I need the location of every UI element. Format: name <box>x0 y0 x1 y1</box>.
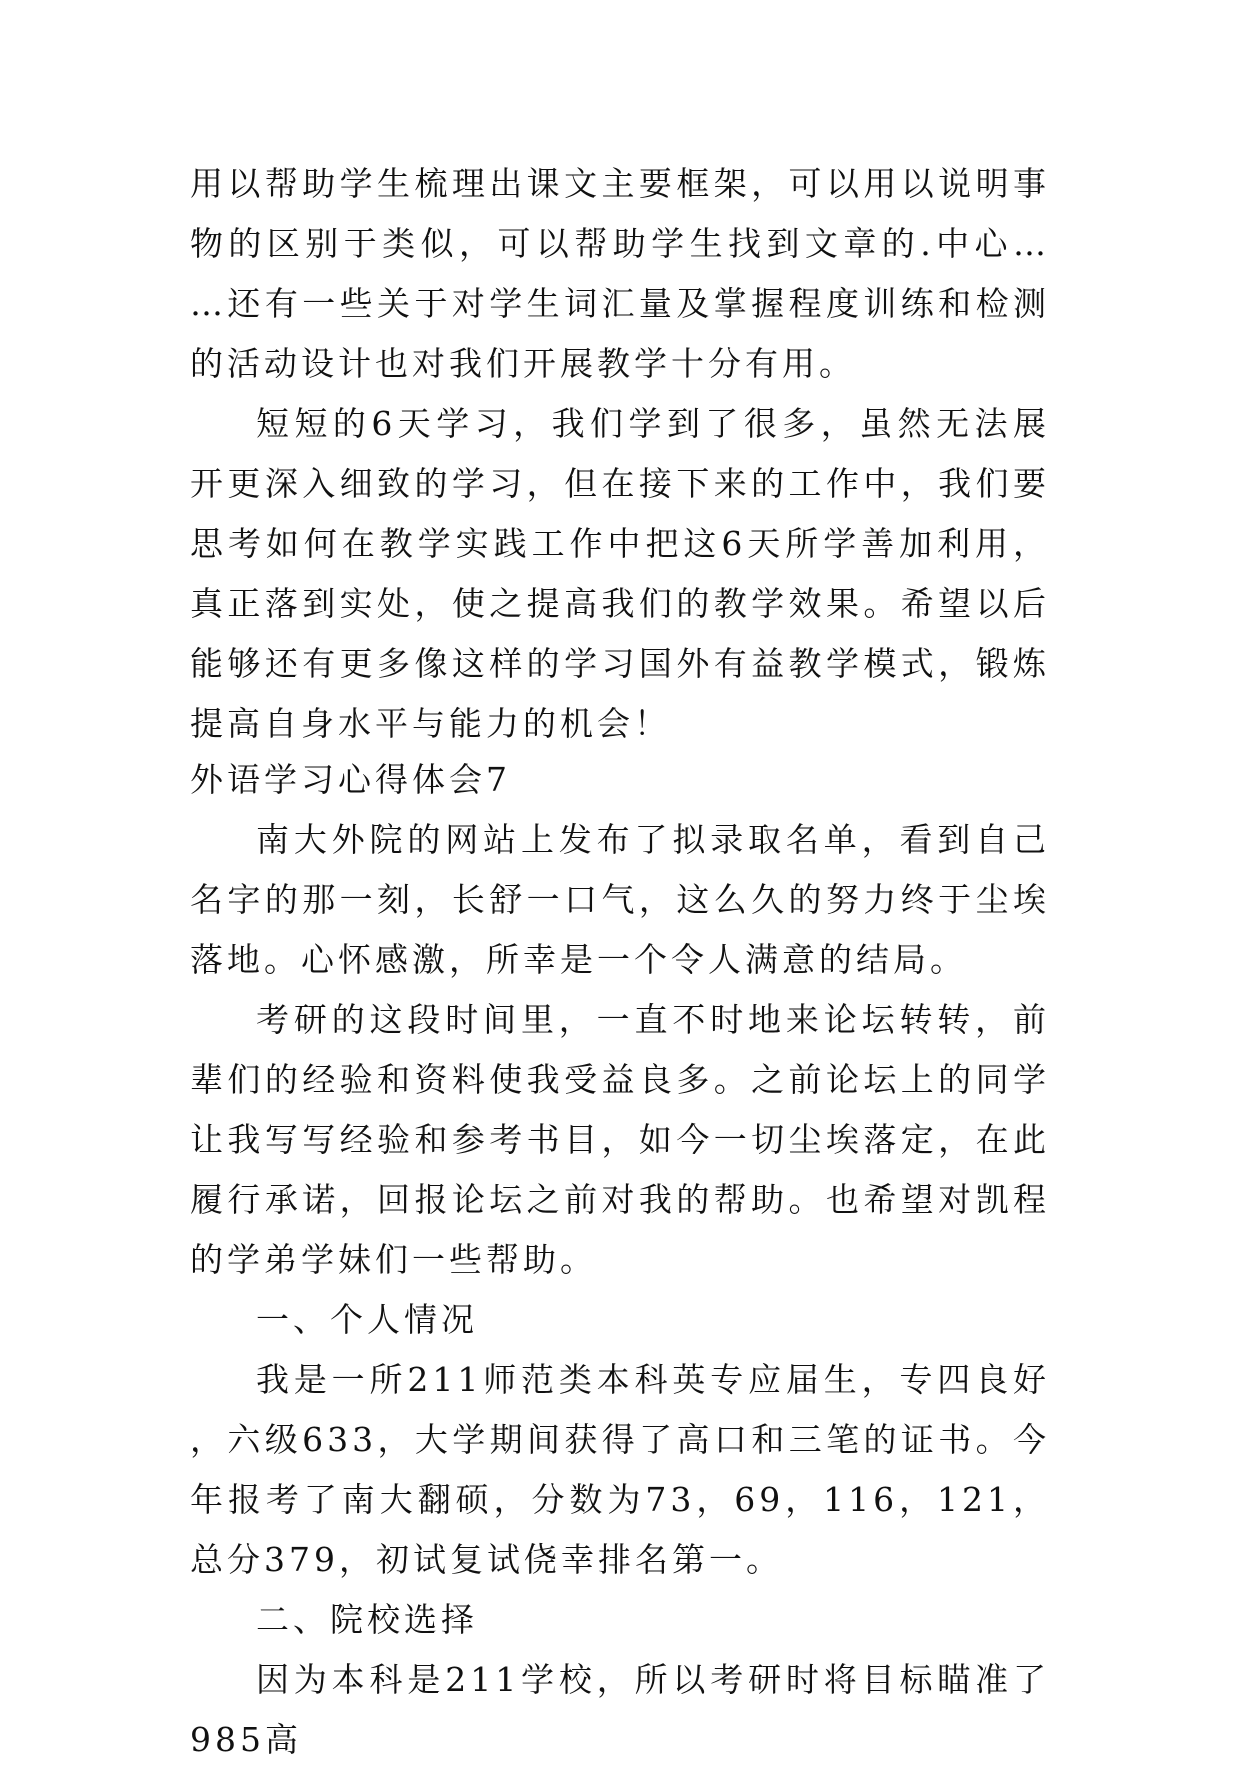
document-body <box>190 154 1050 1770</box>
paragraph-personal-details: 我是一所211师范类本科英专应届生，专四良好，六级633，大学期间获得了高口和三笔的证书。今年报考了南大翻硕，分数为73，69，116，121，总分379，初试复试侥幸排名第一。 <box>190 1360 1050 1579</box>
paragraph-study-summary: 短短的6天学习，我们学到了很多，虽然无法展开更深入细致的学习，但在接下来的工作中，我们要思考如何在教学实践工作中把这6天所学善加利用，真正落到实处，使之提高我们的教学效果。希望以后能够还有更多像这样的学习国外有益教学模式，锻炼提高自身水平与能力的机会！ <box>190 404 1050 743</box>
paragraph-forum-experience: 考研的这段时间里，一直不时地来论坛转转，前辈们的经验和资料使我受益良多。之前论坛上的同学让我写写经验和参考书目，如今一切尘埃落定，在此履行承诺，回报论坛之前对我的帮助。也希望对凯程的学弟学妹们一些帮助。 <box>190 1000 1050 1279</box>
paragraph-school-choice: 因为本科是211学校，所以考研时将目标瞄准了985高 <box>190 1660 1050 1759</box>
paragraph-admission-list: 南大外院的网站上发布了拟录取名单，看到自己名字的那一刻，长舒一口气，这么久的努力终于尘埃落地。心怀感激，所幸是一个令人满意的结局。 <box>190 820 1050 979</box>
section-heading: 外语学习心得体会7 <box>190 760 511 799</box>
paragraph-continuation: 用以帮助学生梳理出课文主要框架，可以用以说明事物的区别于类似，可以帮助学生找到文章的.中心……还有一些关于对学生词汇量及掌握程度训练和检测的活动设计也对我们开展教学十分有用。 <box>190 164 1050 383</box>
subheading-personal-situation: 一、个人情况 <box>256 1300 478 1339</box>
subheading-school-choice: 二、院校选择 <box>256 1600 478 1639</box>
